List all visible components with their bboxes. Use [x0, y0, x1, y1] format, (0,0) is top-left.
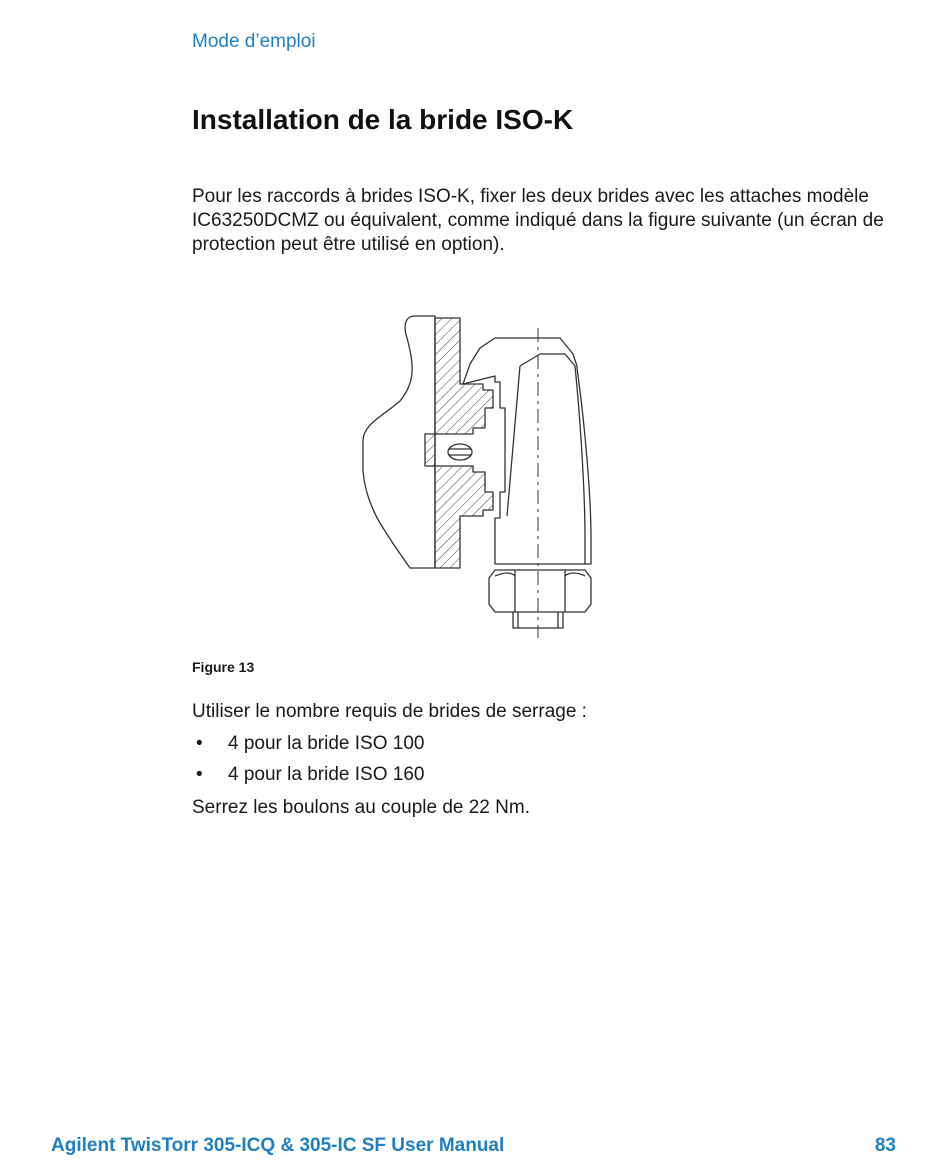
- lower-flange-hatched: [435, 466, 493, 568]
- upper-flange-hatched: [435, 318, 493, 434]
- intro-paragraph: Pour les raccords à brides ISO-K, fixer les deux brides avec les attaches modèle IC63250DCMZ ou équivalent, comme indiqué dans la figure suivante (un écran de protection peut être utilisé en option).: [192, 186, 884, 255]
- footer-manual-title: Agilent TwisTorr 305-ICQ & 305-IC SF User Manual: [51, 1135, 505, 1156]
- bullet-icon: •: [196, 764, 203, 785]
- iso-k-clamp-drawing: [355, 306, 600, 641]
- clamp-cross-section-svg: [355, 306, 600, 641]
- section-header: Mode d’emploi: [192, 31, 316, 52]
- list-item: [192, 732, 424, 763]
- clamp-count-list: [192, 732, 424, 794]
- instruction-text: Utiliser le nombre requis de brides de serrage :: [192, 701, 587, 722]
- list-item-text: 4 pour la bride ISO 100: [228, 733, 425, 754]
- bullet-icon: •: [196, 733, 203, 754]
- clamp-claw-outline: [463, 338, 591, 564]
- closing-text: Serrez les boulons au couple de 22 Nm.: [192, 797, 530, 818]
- list-item-text: 4 pour la bride ISO 160: [228, 764, 425, 785]
- inner-step-hatched: [425, 434, 435, 466]
- o-ring: [448, 444, 472, 460]
- page-title: Installation de la bride ISO-K: [192, 104, 574, 135]
- clamp-inner-wall: [520, 354, 585, 564]
- nut-outline: [489, 570, 591, 612]
- footer-page-number: 83: [874, 1135, 896, 1156]
- list-item: [192, 763, 424, 794]
- figure-caption: Figure 13: [192, 659, 255, 675]
- left-flange-outline: [363, 316, 435, 568]
